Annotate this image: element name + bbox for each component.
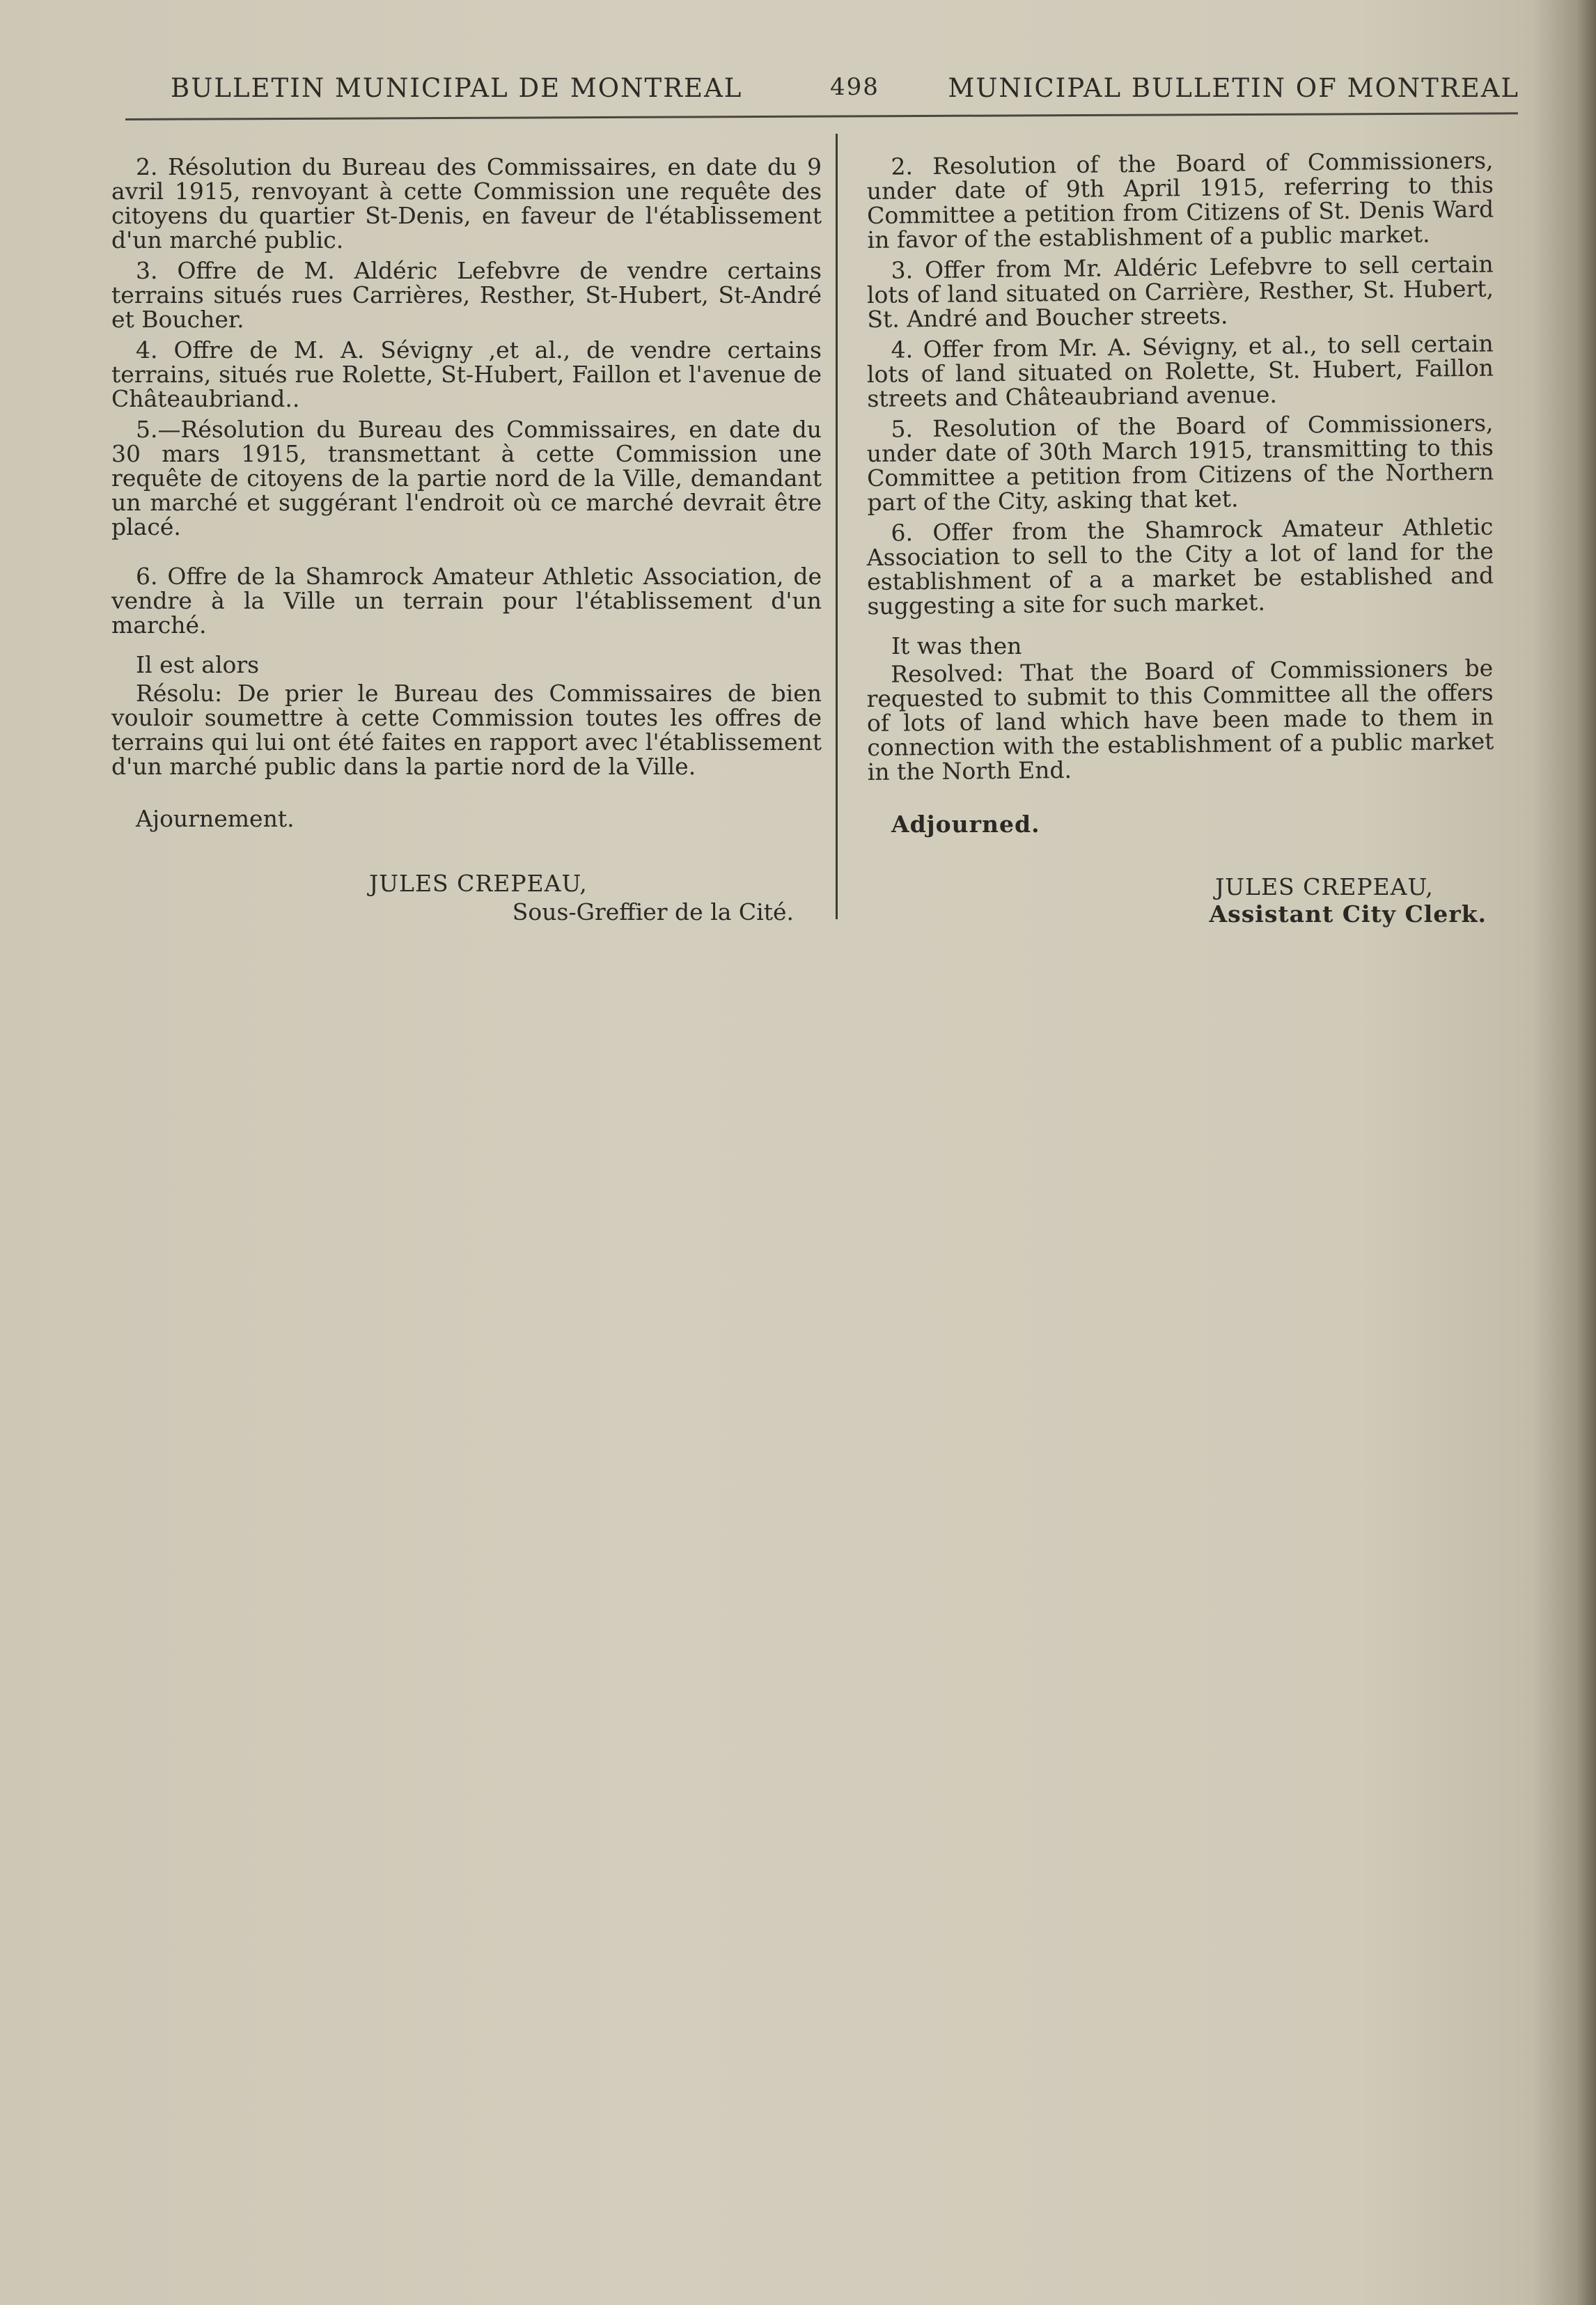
french-adjournment: Ajournement. [136,805,295,832]
english-item-5: 5. Resolution of the Board of Commissioners, under date of 30th March 1915, transmitting to this Committee a petition from Citizens of the Northern part of the City, asking that ket. [866,409,1494,516]
french-signatory-title: Sous-Greffier de la Cité. [512,898,794,925]
french-resolution: Résolu: De prier le Bureau des Commissaires de bien vouloir soumettre à cette Commission toutes les offres de terrains qui lui ont été faites en rapport avec l'établissement d'un marché public dans la partie nord de la Ville. [111,680,822,780]
page-binding-edge [1575,0,1596,2305]
french-item-2: 2. Résolution du Bureau des Commissaires, en date du 9 avril 1915, renvoyant à cette Commission une requête des citoyens du quartier St-Denis, en faveur de l'établissement d'un marché public. [111,153,822,253]
french-item-3: 3. Offre de M. Aldéric Lefebvre de vendre certains terrains situés rues Carrières, Resther, St-Hubert, St-André et Boucher. [111,257,822,333]
english-resolution: Resolved: That the Board of Commissioners be requested to submit to this Committee all the offers of lots of land which have been made to them in connection with the establishment of a public market in the North End. [866,654,1494,786]
english-adjournment: Adjourned. [891,811,1040,838]
english-item-6: 6. Offer from the Shamrock Amateur Athletic Association to sell to the City a lot of land for the establishment of a a market be established and suggesting a site for such market. [866,513,1494,620]
english-signatory-title: Assistant City Clerk. [1209,900,1487,928]
french-signatory-name: JULES CREPEAU, [369,870,588,897]
header-english-title: MUNICIPAL BULLETIN OF MONTREAL [948,73,1519,103]
column-divider [836,134,838,919]
english-item-4: 4. Offer from Mr. A. Sévigny, et al., to sell certain lots of land situated on Rolette, St. Hubert, Faillon streets and Châteaubriand avenue. [866,329,1494,412]
french-item-4: 4. Offre de M. A. Sévigny ,et al., de vendre certains terrains, situés rue Rolette, St-Hubert, Faillon et l'avenue de Châteaubriand.. [111,336,822,412]
english-column [866,146,1494,928]
english-item-2: 2. Resolution of the Board of Commissioners, under date of 9th April 1915, referring to this Committee a petition from Citizens of St. Denis Ward in favor of the establishment of a public market. [866,146,1494,253]
english-item-3: 3. Offer from Mr. Aldéric Lefebvre to sell certain lots of land situated on Carrière, Resther, St. Hubert, St. André and Boucher streets. [866,250,1494,333]
english-intro: It was then [891,632,1022,659]
french-item-5: 5.—Résolution du Bureau des Commissaires, en date du 30 mars 1915, transmettant à cette Commission une requête de citoyens de la partie nord de la Ville, demandant un marché et suggérant l'endroit où ce marché devrait être placé. [111,416,822,540]
french-intro: Il est alors [136,651,260,678]
french-item-6: 6. Offre de la Shamrock Amateur Athletic Association, de vendre à la Ville un terrain pour l'établissement d'un marché. [111,563,822,639]
header-french-title: BULLETIN MUNICIPAL DE MONTREAL [171,73,743,103]
header-rule [125,112,1518,120]
page-number: 498 [830,73,879,101]
english-signatory-name: JULES CREPEAU, [1215,873,1434,900]
french-column [111,155,822,924]
